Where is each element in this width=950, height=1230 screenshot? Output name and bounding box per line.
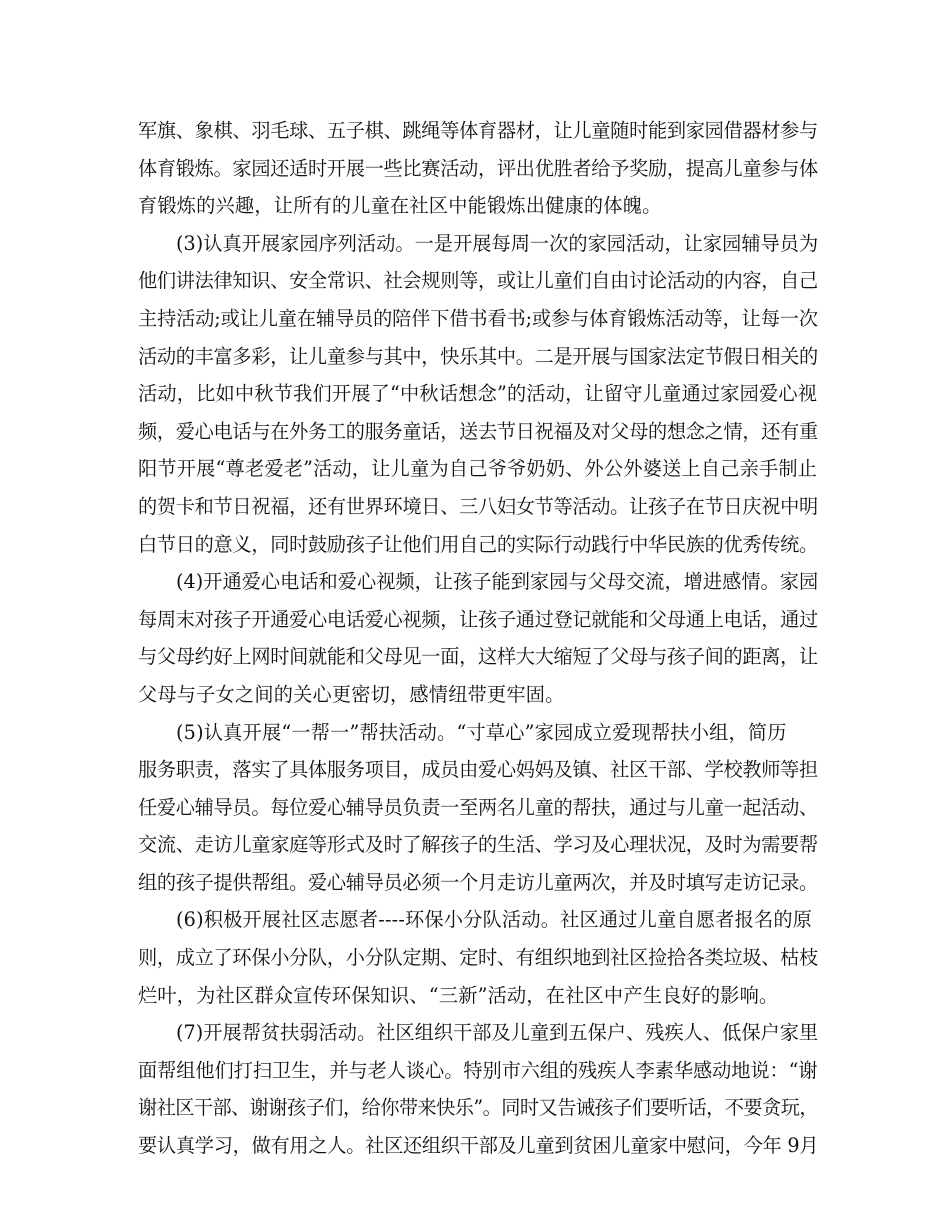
text-line: 活动，比如中秋节我们开展了“中秋话想念”的活动，让留守儿童通过家园爱心视 (138, 382, 818, 406)
text-line: 与父母约好上网时间就能和父母见一面，这样大大缩短了父母与孩子间的距离，让 (138, 645, 818, 669)
text-line: 主持活动;或让儿童在辅导员的陪伴下借书看书;或参与体育锻炼活动等，让每一次 (138, 306, 818, 330)
text-line: 谢社区干部、谢谢孩子们，给你带来快乐”。同时又告诫孩子们要听话，不要贪玩， (138, 1096, 818, 1120)
body-text (138, 112, 818, 1165)
text-line: 的贺卡和节日祝福，还有世界环境日、三八妇女节等活动。让孩子在节日庆祝中明 (138, 494, 818, 518)
text-line: 烂叶，为社区群众宣传环保知识、“三新”活动，在社区中产生良好的影响。 (138, 983, 779, 1007)
text-line: 活动的丰富多彩，让儿童参与其中，快乐其中。二是开展与国家法定节假日相关的 (138, 344, 818, 368)
text-line: 育锻炼的兴趣，让所有的儿童在社区中能锻炼出健康的体魄。 (138, 194, 662, 218)
text-line: 白节日的意义，同时鼓励孩子让他们用自己的实际行动践行中华民族的优秀传统。 (138, 532, 818, 556)
text-line: 交流、走访儿童家庭等形式及时了解孩子的生活、学习及心理状况，及时为需要帮 (138, 833, 818, 857)
paragraph-start-line: (4)开通爱心电话和爱心视频，让孩子能到家园与父母交流，增进感情。家园 (176, 570, 819, 594)
text-line: 体育锻炼。家园还适时开展一些比赛活动，评出优胜者给予奖励，提高儿童参与体 (138, 156, 818, 180)
paragraph-start-line: (6)积极开展社区志愿者----环保小分队活动。社区通过儿童自愿者报名的原 (176, 908, 813, 932)
paragraph-start-line: (3)认真开展家园序列活动。一是开展每周一次的家园活动，让家园辅导员为 (176, 231, 819, 255)
paragraph-start-line: (7)开展帮贫扶弱活动。社区组织干部及儿童到五保户、残疾人、低保户家里 (176, 1021, 819, 1045)
text-line: 频，爱心电话与在外务工的服务童话，送去节日祝福及对父母的想念之情，还有重 (138, 419, 818, 443)
text-line: 每周末对孩子开通爱心电话爱心视频，让孩子通过登记就能和父母通上电话，通过 (138, 607, 818, 631)
text-line: 面帮组他们打扫卫生，并与老人谈心。特别市六组的残疾人李素华感动地说：“谢 (138, 1058, 818, 1082)
text-line: 军旗、象棋、羽毛球、五子棋、跳绳等体育器材，让儿童随时能到家园借器材参与 (138, 119, 818, 142)
text-line: 父母与子女之间的关心更密切，感情纽带更牢固。 (138, 682, 565, 706)
text-line: 服务职责，落实了具体服务项目，成员由爱心妈妈及镇、社区干部、学校教师等担 (138, 758, 818, 782)
text-line: 阳节开展“尊老爱老”活动，让儿童为自己爷爷奶奶、外公外婆送上自己亲手制止 (138, 457, 818, 481)
text-line: 他们讲法律知识、安全常识、社会规则等，或让儿童们自由讨论活动的内容，自己 (138, 269, 818, 293)
text-line: 组的孩子提供帮组。爱心辅导员必须一个月走访儿童两次，并及时填写走访记录。 (138, 870, 818, 894)
text-line: 任爱心辅导员。每位爱心辅导员负责一至两名儿童的帮扶，通过与儿童一起活动、 (138, 795, 818, 819)
paragraph-start-line: (5)认真开展“一帮一”帮扶活动。“寸草心”家园成立爱现帮扶小组，简历 (176, 720, 787, 744)
text-line: 则，成立了环保小分队，小分队定期、定时、有组织地到社区捡拾各类垃圾、枯枝 (138, 946, 818, 970)
text-line: 要认真学习，做有用之人。社区还组织干部及儿童到贫困儿童家中慰问，今年 9月 (138, 1134, 819, 1158)
